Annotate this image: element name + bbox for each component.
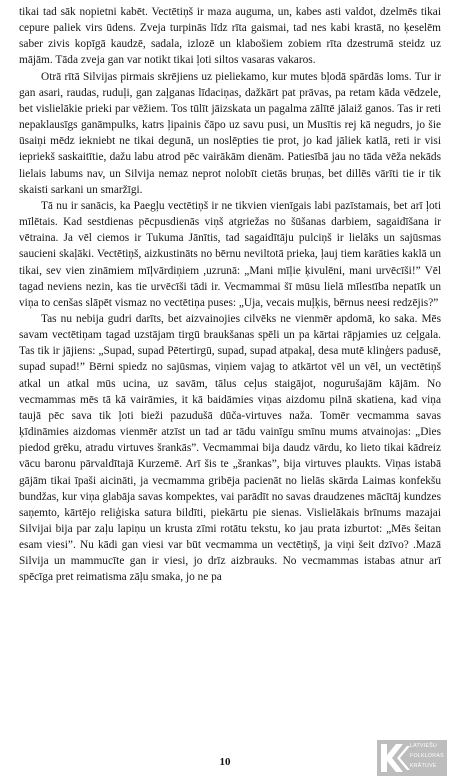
paragraph-2: Otrā rītā Silvijas pirmais skrējiens uz pieliekamo, kur mutes bļodā spārdās loms. Tur ir gan asari, raudas, ruduļi, gan zaļganas līdaciņas, dažkārt pat prāvas, pa retam kāda vēdzele, bet vislielākie prieki par vēžiem. Tos tūlīt jāizskata un pagalma zālītē jālaiž ganos. Tas ir reti nepaklausīgs ganāmpulks, katrs ļipainis čāpo uz savu pusi, un Musītis rej kā negudrs, jo šie ūsaiņi mēdz iekniebt ne tikai degunā, un noslēpties tie prot, jo kad jāliek katlā, reti ir visi iepriekš saskaitītie, dažu labu atrod pēc vairākām dienām. Patiesībā jau no tāda vēža nekāds lielais labums nav, un Silvija nemaz neprot nolobīt cietās bruņas, bet dillēs vārīti tie ir tik skaisti sarkani un smaržīgi. (19, 70, 441, 196)
paragraph-4: Tas nu nebija gudri darīts, bet aizvainojies cilvēks ne vienmēr apdomā, ko saka. Mēs savam vectētiņam tagad uzstājam tirgū braukšanas spēli un pa kārtai rāpjamies uz ceļgala. Tas tik ir jājiens: „Supad, supad Pētertirgū, supad, supad atpakaļ, desa mutē klinģers padusē, supad supad!” Bērni spiedz no sajūsmas, viņiem vajag to atkārtot vēl un vēl, un vectētiņš atkal un atkal mūs ucina, uz savām, tālus ceļus staigājot, nogurušajām kājām. No vecmammas mēs tā kā vairāmies, it kā baidāmies viņas aizdomu pilnā skatiena, kad viņa taujā pēc sava tik ļoti bieži pazudušā dūča-virtuves naža. Tomēr vecmamma savas ķīdināmies aizdomas vienmēr atzīst un tad ar tādu vainīgu smīnu mums atvainojas: „Dies piedod grēku, atradu virtuves šrankās”. Vecmammai bija daudz vārdu, ko lieto tikai kādreiz vācu baronu pārvaldītajā Kurzemē. Arī šis te „šrankas”, bija virtuves plaukts. Viņas istabā gājām tikai īpaši aicināti, ja vecmamma gribēja pacienāt no lielās skārda Laimas konfekšu bundžas, kur viņa glabāja savas kompektes, vai parādīt no savas draudzenes mācītāj kundzes saņemto, kārtējo reliģiska satura bildīti, piekārtu pie sienas. Vislielākais brīnums mazajai Silvijai bija par zaļu lapiņu un krusta zīmi rotātu tekstu, ko jau prata izburtot: „Mēs šeitan esam viesi”. Nu kādi gan viesi var būt vecmamma un vectētiņš, ja viņi šeit dzīvo? .Mazā Silvija un mammucīte gan ir viesi, jo drīz aizbrauks. No vecmammas istabas atnur arī spēcīga pret reimatisma zāļu smaka, jo ne pa (19, 312, 441, 584)
page-number: 10 (219, 756, 231, 768)
paragraph-1: tikai tad sāk nopietni kabēt. Vectētiņš ir maza auguma, un, kabes asti valdot, dzelmēs tikai cepure paliek virs ūdens. Zveja turpinās līdz rīta gaismai, tad nes kabi krastā, no ķeselēm saber zivis kopīgā kaudzē, sadala, izlozē un klabošiem zobiem rīta dzestrumā steidz uz mājām. Tāda zveja gan var notikt tikai ļoti siltos vasaras vakaros. (19, 6, 441, 67)
paragraph-3: Tā nu ir sanācis, ka Paegļu vectētiņš ir ne tikvien vienīgais labi pazīstamais, bet arī ļoti mīlētais. Kad sestdienas pēcpusdienās viņš atgriežas no šūšanas darbiem, sagaidīšana ir vētraina. Ja vēl ciemos ir Tukuma Jānītis, tad sagaidītāju pulciņš ir lielāks un sajūsmas saucieni skaļāki. Vectētiņš, aizkustināts no bērnu neviltotā prieka, ļauj tiem karāties kaklā un tikai, sev vien zināmiem mīļvārdiņiem ,uzrunā: „Mani mīļie ķivulēni, mani urvēcīši!” Vēl tagad neviens nezin, kas tie urvēcīši tādi ir. Vecmammai šī mūsu lielā mīlestība nepatīk un viņa to cenšas slāpēt vismaz no vectētiņa puses: „Uja, vecais muļķis, bērnus neesi redzējis?” (19, 199, 441, 309)
logo-line-2: FOLKLORAS (410, 753, 444, 759)
logo-line-1: LATVIEŠU (410, 743, 438, 749)
logo-text (410, 741, 447, 771)
body-text (19, 4, 441, 586)
folklore-archive-logo (377, 740, 447, 776)
logo-line-3: KRĀTUVE (410, 763, 437, 769)
